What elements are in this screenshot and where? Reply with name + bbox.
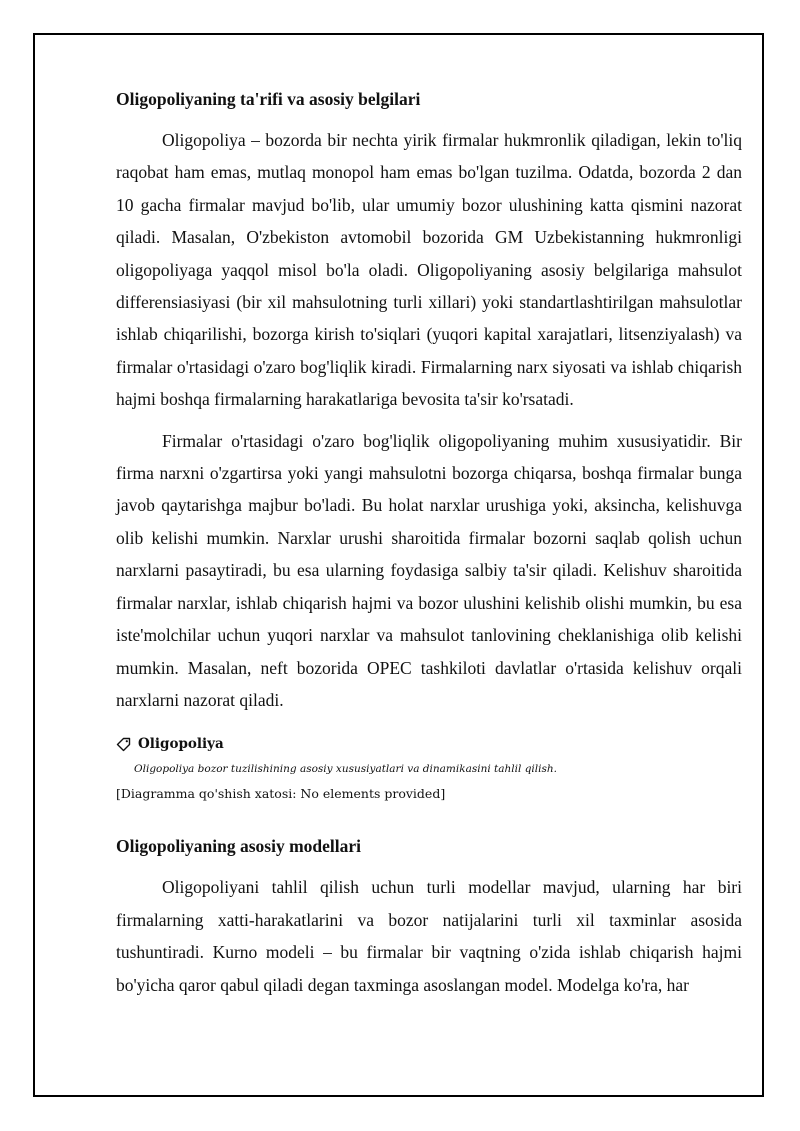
paragraph-definition: Oligopoliya – bozorda bir nechta yirik firmalar hukmronlik qiladigan, lekin to'liq raqobat ham emas, mutlaq monopol ham emas bo'lgan tuzilma. Odatda, bozorda 2 dan 10 gacha firmalar mavjud bo'lib, ular umumiy bozor ulushining katta qismini nazorat qiladi. Masalan, O'zbekiston avtomobil bozorida GM Uzbekistanning hukmronligi oligopoliyaga yaqqol misol bo'la oladi. Oligopoliyaning asosiy belgilariga mahsulot differensiasiyasi (bir xil mahsulotning turli xillari) yoki standartlashtirilgan mahsulotlar ishlab chiqarilishi, bozorga kirish to'siqlari (yuqori kapital xarajatlari, litsenziyalash) va firmalar o'rtasidagi o'zaro bog'liqlik kiradi. Firmalarning narx siyosati va ishlab chiqarish hajmi boshqa firmalarning harakatlariga bevosita ta'sir ko'rsatadi.	[116, 130, 742, 410]
document-content	[116, 86, 742, 1010]
paragraph-interdependence: Firmalar o'rtasidagi o'zaro bog'liqlik oligopoliyaning muhim xususiyatidir. Bir firma narxni o'zgartirsa yoki yangi mahsulotni bozorga chiqarsa, boshqa firmalar bunga javob qaytarishga majbur bo'ladi. Bu holat narxlar urushiga yoki, aksincha, kelishuvga olib kelishi mumkin. Narxlar urushi sharoitida firmalar bozorni saqlab qolish uchun narxlarni pasaytiradi, bu esa ularning foydasiga salbiy ta'sir qiladi. Kelishuv sharoitida firmalar narxlar, ishlab chiqarish hajmi va bozor ulushini kelishib olishi mumkin, bu esa iste'molchilar uchun yuqori narxlar va mahsulot tanlovining cheklanishiga olib kelishi mumkin. Masalan, neft bozorida OPEC tashkiloti davlatlar o'rtasida kelishuv orqali narxlarni nazorat qiladi.	[116, 430, 742, 710]
diagram-title	[116, 734, 742, 754]
diagram-error-message: [Diagramma qo'shish xatosi: No elements provided]	[116, 786, 446, 802]
diagram-title-text: Oligopoliya	[138, 736, 224, 753]
tag-icon	[116, 736, 132, 752]
section-heading-models: Oligopoliyaning asosiy modellari	[116, 836, 362, 857]
diagram-subtitle: Oligopoliya bozor tuzilishining asosiy xususiyatlari va dinamikasini tahlil qilish.	[134, 763, 557, 776]
paragraph-models: Oligopoliyani tahlil qilish uchun turli modellar mavjud, ularning har biri firmalarning xatti-harakatlarini va bozor natijalarini turli xil taxminlar asosida tushuntiradi. Kurno modeli – bu firmalar bir vaqtning o'zida ishlab chiqarish hajmi bo'yicha qaror qabul qiladi degan taxminga asoslangan model. Modelga ko'ra, har	[116, 877, 742, 995]
section-heading-definition: Oligopoliyaning ta'rifi va asosiy belgilari	[116, 89, 421, 109]
